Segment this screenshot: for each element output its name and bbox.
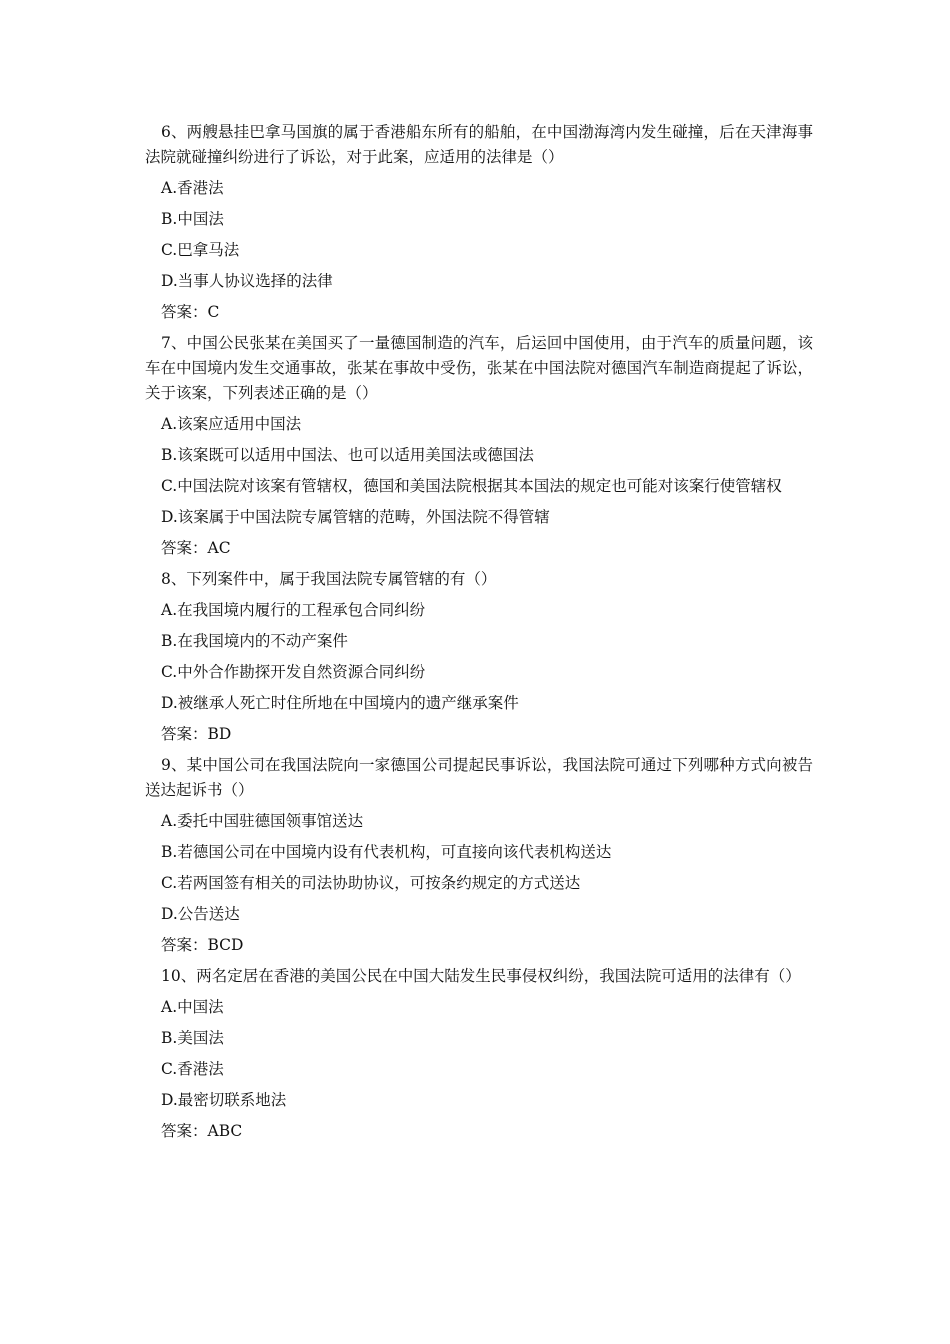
question-10-option-d: D.最密切联系地法 <box>161 1091 287 1109</box>
document-page <box>145 120 813 1150</box>
question-6-option-b: B.中国法 <box>161 210 224 228</box>
question-10-stem: 10、两名定居在香港的美国公民在中国大陆发生民事侵权纠纷，我国法院可适用的法律有（） <box>161 967 801 985</box>
question-8-option-d: D.被继承人死亡时住所地在中国境内的遗产继承案件 <box>161 694 519 712</box>
question-8-option-a: A.在我国境内履行的工程承包合同纠纷 <box>161 601 426 619</box>
question-7-option-a: A.该案应适用中国法 <box>161 415 302 433</box>
question-8-option-c: C.中外合作勘探开发自然资源合同纠纷 <box>161 663 426 681</box>
question-9-stem: 9、某中国公司在我国法院向一家德国公司提起民事诉讼，我国法院可通过下列哪种方式向被告送达起诉书（） <box>145 756 813 799</box>
question-7-option-c: C.中国法院对该案有管辖权，德国和美国法院根据其本国法的规定也可能对该案行使管辖权 <box>161 477 782 495</box>
question-9-option-a: A.委托中国驻德国领事馆送达 <box>161 812 364 830</box>
question-8-stem: 8、下列案件中，属于我国法院专属管辖的有（） <box>161 570 497 588</box>
question-6-option-c: C.巴拿马法 <box>161 241 240 259</box>
question-6-option-d: D.当事人协议选择的法律 <box>161 272 333 290</box>
question-9-answer: 答案：BCD <box>161 936 244 954</box>
question-7-stem: 7、中国公民张某在美国买了一量德国制造的汽车，后运回中国使用，由于汽车的质量问题，该车在中国境内发生交通事故，张某在事故中受伤，张某在中国法院对德国汽车制造商提起了诉讼，关于该案，下列表述正确的是（） <box>145 334 813 402</box>
question-8-answer: 答案：BD <box>161 725 232 743</box>
question-9-option-b: B.若德国公司在中国境内设有代表机构，可直接向该代表机构送达 <box>161 843 612 861</box>
question-10-answer: 答案：ABC <box>161 1122 243 1140</box>
question-7-answer: 答案：AC <box>161 539 231 557</box>
question-9-option-c: C.若两国签有相关的司法协助协议，可按条约规定的方式送达 <box>161 874 581 892</box>
question-10-option-c: C.香港法 <box>161 1060 224 1078</box>
question-9-option-d: D.公告送达 <box>161 905 240 923</box>
question-6-option-a: A.香港法 <box>161 179 224 197</box>
question-10-option-b: B.美国法 <box>161 1029 224 1047</box>
question-6-answer: 答案：C <box>161 303 220 321</box>
question-7-option-d: D.该案属于中国法院专属管辖的范畴，外国法院不得管辖 <box>161 508 550 526</box>
question-10-option-a: A.中国法 <box>161 998 224 1016</box>
question-8-option-b: B.在我国境内的不动产案件 <box>161 632 348 650</box>
question-6-stem: 6、两艘悬挂巴拿马国旗的属于香港船东所有的船舶，在中国渤海湾内发生碰撞，后在天津海事法院就碰撞纠纷进行了诉讼，对于此案，应适用的法律是（） <box>145 123 813 166</box>
question-7-option-b: B.该案既可以适用中国法、也可以适用美国法或德国法 <box>161 446 534 464</box>
